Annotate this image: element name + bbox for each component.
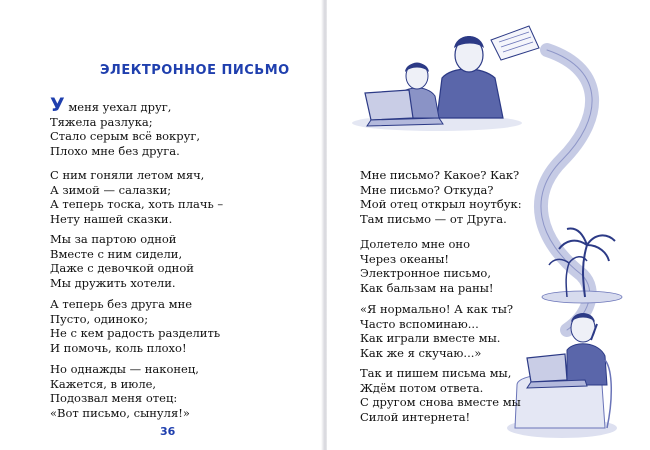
stanza-5: [50, 362, 199, 420]
poem-line: Не с кем радость разделить: [50, 326, 221, 341]
poem-line: С другом снова вместе мы: [360, 395, 521, 410]
poem-line: Так и пишем письма мы,: [360, 366, 512, 380]
poem-line: «Я нормально! А как ты?: [360, 302, 514, 316]
right-page: [327, 0, 650, 450]
stanza-4: [50, 297, 220, 355]
poem-line: Часто вспоминаю...: [360, 316, 479, 331]
stanza-1: [360, 168, 522, 226]
poem-line: Мне письмо? Какое? Как?: [360, 168, 520, 182]
poem-line: Там письмо — от Друга.: [360, 211, 507, 226]
poem-line: Вместе с ним сидели,: [50, 246, 183, 261]
poem-line: И помочь, коль плохо!: [50, 340, 187, 355]
poem-line: Но однажды — наконец,: [50, 362, 199, 376]
poem-line: Мне письмо? Откуда?: [360, 182, 494, 197]
stanza-2: [50, 168, 223, 226]
poem-line: Как же я скучаю...»: [360, 345, 482, 360]
stanza-3: [360, 302, 513, 360]
poem-line: Кажется, в июле,: [50, 376, 157, 391]
poem-line: Через океаны!: [360, 251, 450, 266]
poem-line: А зимой — салазки;: [50, 182, 172, 197]
poem-line: Нету нашей сказки.: [50, 211, 173, 226]
poem-line: Стало серым всё вокруг,: [50, 129, 201, 144]
poem-line: Тяжела разлука;: [50, 114, 153, 129]
poem-line: Ждём потом ответа.: [360, 380, 484, 395]
poem-line: А теперь тоска, хоть плачь –: [50, 197, 224, 212]
poem-line: Подозвал меня отец:: [50, 391, 178, 406]
stanza-3: [50, 232, 194, 290]
poem-line: У меня уехал друг,: [50, 94, 172, 116]
poem-title: ЭЛЕКТРОННОЕ ПИСЬМО: [100, 63, 290, 78]
poem-line: Как играли вместе мы.: [360, 331, 501, 346]
poem-line: Долетело мне оно: [360, 237, 471, 251]
poem-line: Плохо мне без друга.: [50, 143, 180, 158]
poem-line: С ним гоняли летом мяч,: [50, 168, 205, 182]
palm-island-illustration: [537, 225, 627, 305]
poem-line: «Вот письмо, сынуля!»: [50, 405, 190, 420]
poem-line: А теперь без друга мне: [50, 297, 193, 311]
poem-line: Даже с девочкой одной: [50, 261, 194, 276]
left-page: [0, 0, 323, 450]
poem-line: Мой отец открыл ноутбук:: [360, 197, 522, 212]
poem-line: Как бальзам на раны!: [360, 280, 494, 295]
drop-cap: У: [50, 94, 65, 116]
stanza-1: [50, 94, 201, 158]
poem-line: Электронное письмо,: [360, 266, 492, 281]
stanza-4: [360, 366, 521, 424]
poem-line: Мы за партою одной: [50, 232, 177, 246]
page-number: 36: [160, 425, 176, 438]
stanza-2: [360, 237, 494, 295]
poem-line: Пусто, одиноко;: [50, 311, 149, 326]
poem-line: Силой интернета!: [360, 409, 471, 424]
poem-line: Мы дружить хотели.: [50, 275, 176, 290]
